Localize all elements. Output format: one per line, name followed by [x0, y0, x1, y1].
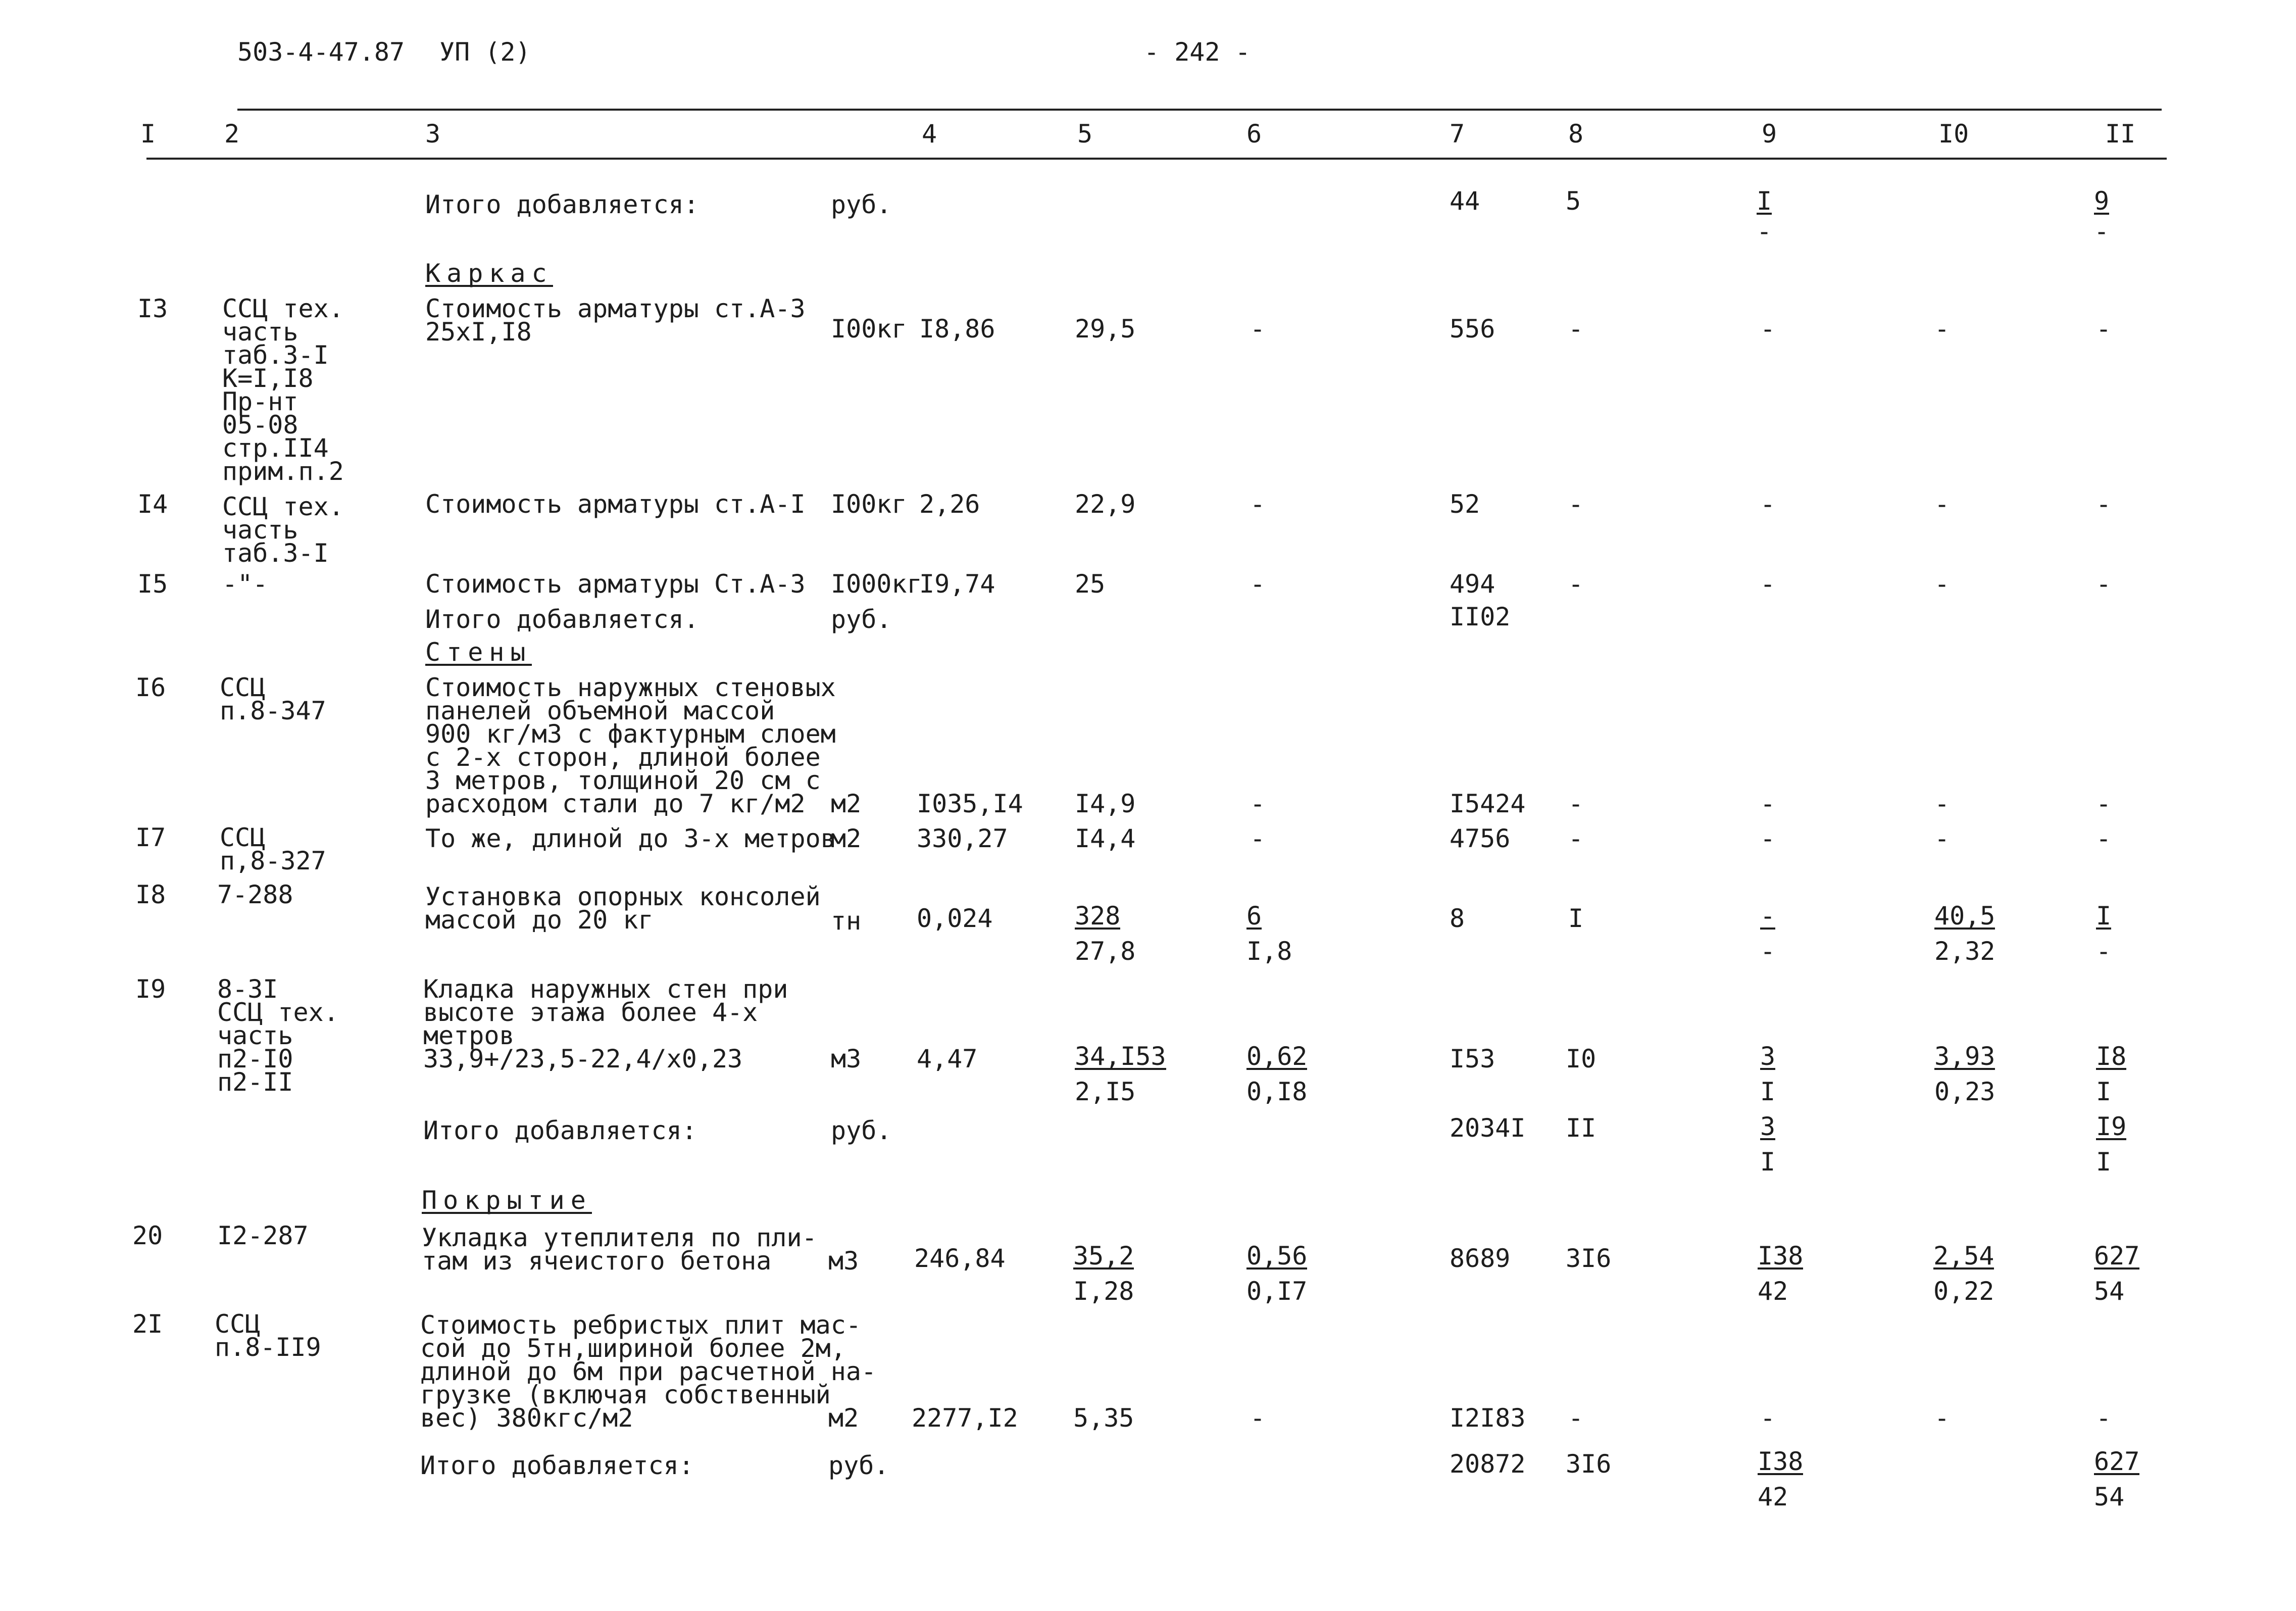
- cell-col7: 8: [1450, 904, 1465, 933]
- row-unit: I00кг: [831, 490, 907, 519]
- cell-col9-denominator: 42: [1758, 1482, 1788, 1511]
- cell-col10-denominator: 0,22: [1933, 1277, 1994, 1306]
- cell-col8: I: [1568, 904, 1584, 933]
- row-description: 33,9+/23,5-22,4/х0,23: [423, 1044, 743, 1073]
- cell-col11-numerator: 627: [2094, 1447, 2140, 1476]
- cell-col8: -: [1568, 569, 1584, 599]
- cell-col5-denominator: 27,8: [1075, 937, 1136, 966]
- column-header-3: 3: [425, 119, 441, 149]
- row-unit: руб.: [831, 1116, 892, 1145]
- row-unit: I00кг: [831, 314, 907, 344]
- cell-col8: 5: [1566, 186, 1581, 216]
- column-header-2: 2: [224, 119, 240, 149]
- cell-col11-denominator: -: [2096, 937, 2112, 966]
- cell-col5: 5,35: [1073, 1403, 1134, 1433]
- cell-col6: -: [1250, 569, 1266, 599]
- row-description: 25хI,I8: [425, 317, 532, 347]
- cell-col9: -: [1760, 569, 1776, 599]
- cell-col10-denominator: 0,23: [1934, 1077, 1995, 1106]
- row-unit: м2: [831, 789, 862, 818]
- row-source: п2-II: [217, 1067, 293, 1097]
- cell-col11-numerator: I9: [2096, 1112, 2127, 1141]
- cell-col11-numerator: 627: [2094, 1241, 2140, 1271]
- cell-col10-numerator: 3,93: [1934, 1042, 1995, 1071]
- cell-col11-denominator: I: [2096, 1077, 2112, 1106]
- row-description: Стоимость арматуры ст.А-3: [425, 294, 806, 323]
- cell-col11: -: [2096, 1403, 2112, 1433]
- row-description: панелей объемной массой: [425, 696, 775, 725]
- row-source: прим.п.2: [222, 457, 344, 486]
- row-number: 20: [132, 1221, 163, 1250]
- row-source: таб.3-I: [222, 340, 329, 370]
- cell-col6-numerator: 6: [1246, 901, 1262, 931]
- cell-col8: I0: [1566, 1044, 1596, 1073]
- row-description: с 2-х сторон, длиной более: [425, 743, 821, 772]
- cell-col8: 3I6: [1566, 1244, 1612, 1273]
- cell-col7: I2I83: [1450, 1403, 1526, 1433]
- cell-col7: 556: [1450, 314, 1495, 344]
- cell-col6: -: [1250, 314, 1266, 344]
- row-source: 8-3I: [217, 974, 278, 1004]
- row-source: ССЦ: [220, 823, 266, 852]
- cell-col5: 29,5: [1075, 314, 1136, 344]
- row-unit: руб.: [831, 190, 892, 219]
- cell-col4: I8,86: [919, 314, 995, 344]
- row-source: п2-I0: [217, 1044, 293, 1073]
- row-source: п.8-347: [220, 696, 326, 725]
- cell-col9-denominator: 42: [1758, 1277, 1788, 1306]
- row-number: I5: [137, 569, 168, 599]
- row-number: I6: [135, 673, 166, 702]
- cell-col10-denominator: 2,32: [1934, 937, 1995, 966]
- row-source: Пр-нт: [222, 387, 298, 416]
- row-source: -"-: [222, 569, 268, 599]
- row-description: Кладка наружных стен при: [423, 974, 788, 1004]
- row-source: часть: [217, 1021, 293, 1050]
- cell-col5-numerator: 35,2: [1073, 1241, 1134, 1271]
- cell-col10: -: [1934, 490, 1950, 519]
- row-description: Стоимость арматуры Ст.А-3: [425, 569, 806, 599]
- cell-col5-numerator: 34,I53: [1075, 1042, 1166, 1071]
- row-number: I8: [135, 880, 166, 909]
- cell-col8: -: [1568, 314, 1584, 344]
- cell-col6-numerator: 0,56: [1246, 1241, 1308, 1271]
- row-number: I3: [137, 294, 168, 323]
- cell-col7: 52: [1450, 490, 1480, 519]
- cell-col11-numerator: I8: [2096, 1042, 2127, 1071]
- cell-col6: -: [1250, 789, 1266, 818]
- cell-col10: -: [1934, 314, 1950, 344]
- row-unit: м2: [831, 824, 862, 853]
- row-description: расходом стали до 7 кг/м2: [425, 789, 806, 818]
- cell-col8: -: [1568, 789, 1584, 818]
- row-unit: руб.: [828, 1451, 889, 1480]
- cell-col5-denominator: I,28: [1073, 1277, 1134, 1306]
- cell-col9-denominator: -: [1760, 937, 1776, 966]
- cell-col5-denominator: 2,I5: [1075, 1077, 1136, 1106]
- cell-col5: 22,9: [1075, 490, 1136, 519]
- cell-col11: -: [2096, 490, 2112, 519]
- cell-col4: 2,26: [919, 490, 980, 519]
- row-description: Стоимость наружных стеновых: [425, 673, 836, 702]
- cell-col11: -: [2096, 314, 2112, 344]
- row-unit: тн: [831, 906, 862, 936]
- cell-col9-denominator: I: [1760, 1077, 1776, 1106]
- header-top-rule: [237, 109, 2162, 111]
- row-source: стр.II4: [222, 433, 329, 463]
- row-description: 900 кг/м3 с фактурным слоем: [425, 719, 836, 749]
- cell-col9-numerator: 3: [1760, 1112, 1776, 1141]
- cell-col11-numerator: 9: [2094, 186, 2110, 216]
- cell-col11-denominator: I: [2096, 1147, 2112, 1177]
- column-header-9: 9: [1762, 119, 1777, 149]
- column-header-8: 8: [1568, 119, 1584, 149]
- cell-col6-denominator: 0,I8: [1246, 1077, 1308, 1106]
- row-source: 05-08: [222, 410, 298, 440]
- cell-col4: I9,74: [919, 569, 995, 599]
- cell-col9: -: [1760, 1403, 1776, 1433]
- cell-col10: -: [1934, 569, 1950, 599]
- cell-col9: -: [1760, 824, 1776, 853]
- cell-col9-denominator: I: [1760, 1147, 1776, 1177]
- cell-col9-numerator: 3: [1760, 1042, 1776, 1071]
- row-number: I4: [137, 490, 168, 519]
- row-unit: м2: [828, 1403, 859, 1433]
- row-description: метров: [423, 1021, 515, 1050]
- row-description: Итого добавляется:: [425, 190, 699, 219]
- cell-col6-numerator: 0,62: [1246, 1042, 1308, 1071]
- row-description: То же, длиной до 3-х метров: [425, 824, 836, 853]
- row-description: Итого добавляется.: [425, 605, 699, 634]
- cell-col11-numerator: I: [2096, 901, 2112, 931]
- cell-col9-numerator: I: [1757, 186, 1772, 216]
- row-unit: м3: [831, 1044, 862, 1073]
- row-unit: I000кг: [831, 569, 922, 599]
- cell-col4: 4,47: [917, 1044, 978, 1073]
- cell-col7: 494: [1450, 569, 1495, 599]
- row-source: часть: [222, 317, 298, 347]
- row-source: I2-287: [217, 1221, 309, 1250]
- column-header-4: 4: [922, 119, 937, 149]
- cell-col11-denominator: 54: [2094, 1277, 2125, 1306]
- cell-col10: -: [1934, 1403, 1950, 1433]
- column-header-11: II: [2105, 119, 2136, 149]
- row-description: Установка опорных консолей: [425, 882, 821, 911]
- document-part: УП (2): [439, 37, 531, 67]
- row-source: ССЦ: [215, 1309, 261, 1339]
- section-title-steny: Стены: [425, 638, 532, 667]
- cell-col10: -: [1934, 824, 1950, 853]
- row-source: 7-288: [217, 880, 293, 909]
- row-description: Укладка утеплителя по пли-: [422, 1223, 817, 1252]
- row-source: ССЦ: [220, 673, 266, 702]
- cell-col11-denominator: 54: [2094, 1482, 2125, 1511]
- row-source: п.8-II9: [215, 1333, 321, 1362]
- cell-col9-numerator: -: [1760, 901, 1776, 931]
- cell-col8: -: [1568, 1403, 1584, 1433]
- row-number: I9: [135, 974, 166, 1004]
- cell-col6: -: [1250, 824, 1266, 853]
- column-header-1: I: [140, 119, 156, 149]
- cell-col7: I53: [1450, 1044, 1495, 1073]
- row-source: ССЦ тех.: [222, 492, 344, 521]
- row-description: Стоимость арматуры ст.А-I: [425, 490, 806, 519]
- header-bottom-rule: [146, 158, 2167, 160]
- row-number: 2I: [132, 1309, 163, 1339]
- cell-col11: -: [2096, 789, 2112, 818]
- cell-col11: -: [2096, 569, 2112, 599]
- row-source: ССЦ тех.: [222, 294, 344, 323]
- cell-col9: -: [1760, 490, 1776, 519]
- cell-col7: 2034I: [1450, 1113, 1526, 1143]
- cell-col4: 246,84: [914, 1244, 1006, 1273]
- cell-col7: II02: [1450, 602, 1511, 631]
- cell-col5: 25: [1075, 569, 1106, 599]
- cell-col11-denominator: -: [2094, 217, 2110, 246]
- cell-col7: 44: [1450, 186, 1480, 216]
- column-header-10: I0: [1938, 119, 1969, 149]
- column-header-7: 7: [1450, 119, 1465, 149]
- cell-col5: I4,4: [1075, 824, 1136, 853]
- row-description: сой до 5тн,шириной более 2м,: [420, 1334, 846, 1363]
- cell-col10-numerator: 2,54: [1933, 1241, 1994, 1271]
- cell-col8: 3I6: [1566, 1449, 1612, 1479]
- cell-col5-numerator: 328: [1075, 901, 1121, 931]
- cell-col4: 0,024: [917, 904, 993, 933]
- cell-col9-denominator: -: [1757, 217, 1772, 246]
- row-unit: м3: [828, 1246, 859, 1276]
- row-description: Итого добавляется:: [420, 1451, 694, 1480]
- cell-col7: I5424: [1450, 789, 1526, 818]
- row-description: вес) 380кгс/м2: [420, 1403, 633, 1433]
- cell-col6: -: [1250, 1403, 1266, 1433]
- row-source: часть: [222, 515, 298, 545]
- section-title-pokrytie: Покрытие: [422, 1186, 592, 1215]
- cell-col9-numerator: I38: [1758, 1241, 1804, 1271]
- cell-col6-denominator: I,8: [1246, 937, 1292, 966]
- cell-col7: 4756: [1450, 824, 1511, 853]
- column-header-6: 6: [1246, 119, 1262, 149]
- row-unit: руб.: [831, 605, 892, 634]
- row-source: таб.3-I: [222, 539, 329, 568]
- cell-col8: -: [1568, 490, 1584, 519]
- row-description: там из ячеистого бетона: [422, 1246, 772, 1276]
- row-description: массой до 20 кг: [425, 905, 654, 935]
- cell-col9: -: [1760, 314, 1776, 344]
- cell-col4: I035,I4: [917, 789, 1023, 818]
- section-title-karkas: Каркас: [425, 259, 553, 288]
- cell-col8: II: [1566, 1113, 1596, 1143]
- row-description: Стоимость ребристых плит мас-: [420, 1310, 861, 1340]
- cell-col5: I4,9: [1075, 789, 1136, 818]
- row-description: Итого добавляется:: [423, 1116, 697, 1145]
- cell-col7: 8689: [1450, 1244, 1511, 1273]
- cell-col10: -: [1934, 789, 1950, 818]
- row-description: 3 метров, толщиной 20 см с: [425, 766, 821, 795]
- row-source: ССЦ тех.: [217, 998, 339, 1027]
- cell-col7: 20872: [1450, 1449, 1526, 1479]
- cell-col10-numerator: 40,5: [1934, 901, 1995, 931]
- cell-col6: -: [1250, 490, 1266, 519]
- row-source: п,8-327: [220, 846, 326, 875]
- cell-col6-denominator: 0,I7: [1246, 1277, 1308, 1306]
- cell-col4: 330,27: [917, 824, 1008, 853]
- cell-col4: 2277,I2: [912, 1403, 1018, 1433]
- cell-col8: -: [1568, 824, 1584, 853]
- cell-col9-numerator: I38: [1758, 1447, 1804, 1476]
- row-description: грузке (включая собственный: [420, 1380, 831, 1409]
- cell-col9: -: [1760, 789, 1776, 818]
- page-number: - 242 -: [1144, 37, 1251, 67]
- cell-col11: -: [2096, 824, 2112, 853]
- row-number: I7: [135, 823, 166, 852]
- row-description: высоте этажа более 4-х: [423, 998, 758, 1027]
- row-description: длиной до 6м при расчетной на-: [420, 1357, 877, 1386]
- row-source: К=I,I8: [222, 364, 314, 393]
- column-header-5: 5: [1077, 119, 1093, 149]
- document-code: 503-4-47.87: [237, 37, 405, 67]
